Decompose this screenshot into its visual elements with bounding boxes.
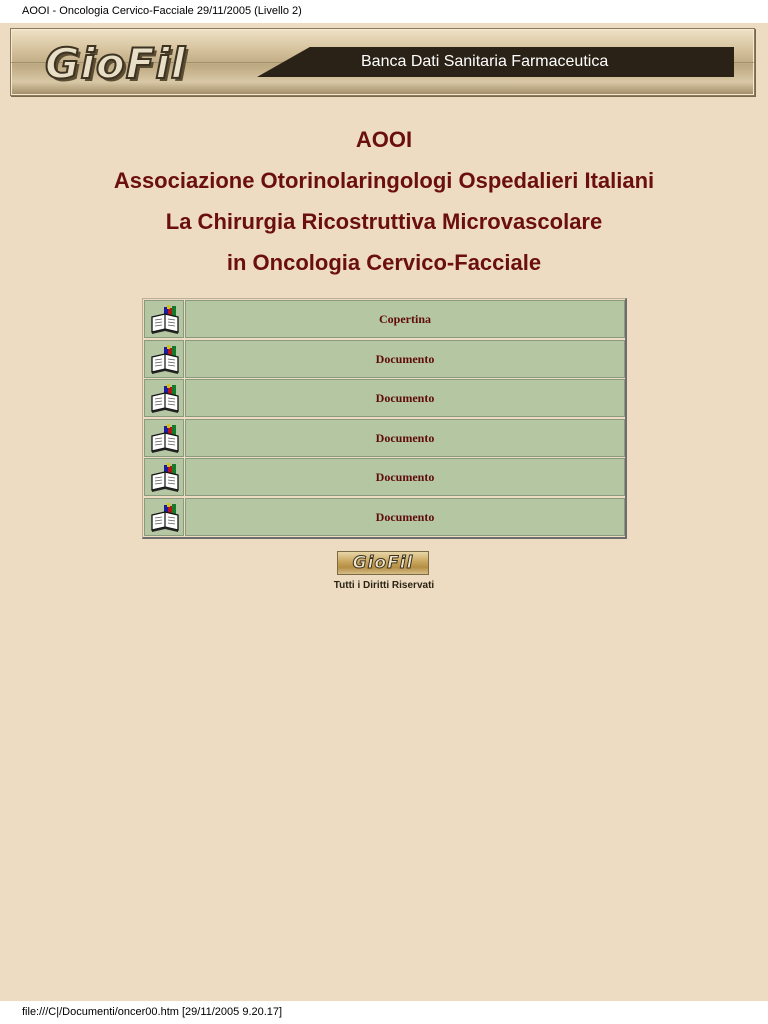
menu-row [144,419,625,457]
giofil-logo: GioFil [45,39,187,88]
page [0,23,768,1001]
giofil-footer-logo[interactable]: GioFil [337,551,429,575]
title-acronym: AOOI [355,127,413,152]
print-footer-text: file:///C|/Documenti/oncer00.htm [29/11/2005 9.20.17] [22,1006,283,1018]
menu-icon-cell[interactable] [144,419,184,457]
banner-subtitle: Banca Dati Sanitaria Farmaceutica [361,53,609,70]
title-association: Associazione Otorinolaringologi Ospedalieri Italiani [113,168,655,193]
menu-link-copertina[interactable]: Copertina [185,300,625,338]
menu-icon-cell[interactable] [144,300,184,338]
menu-row [144,458,625,496]
menu-icon-cell[interactable] [144,458,184,496]
giofil-banner[interactable] [10,28,755,96]
menu-link-documento[interactable]: Documento [185,419,625,457]
book-icon [150,345,180,375]
menu-icon-cell[interactable] [144,340,184,378]
book-icon [150,424,180,454]
rights-notice: Tutti i Diritti Riservati [333,580,435,591]
menu-row [144,498,625,536]
print-header [0,0,768,23]
title-topic-line-2: in Oncologia Cervico-Facciale [226,250,542,275]
document-menu [142,298,627,539]
page-titles [0,119,768,283]
menu-link-documento[interactable]: Documento [185,498,625,536]
menu-row [144,379,625,417]
print-header-text: AOOI - Oncologia Cervico-Facciale 29/11/2005 (Livello 2) [22,5,302,17]
book-icon [150,463,180,493]
menu-icon-cell[interactable] [144,498,184,536]
title-topic-line-1: La Chirurgia Ricostruttiva Microvascolare [165,209,603,234]
menu-row [144,340,625,378]
menu-row [144,300,625,338]
book-icon [150,503,180,533]
menu-link-documento[interactable]: Documento [185,458,625,496]
menu-icon-cell[interactable] [144,379,184,417]
menu-link-documento[interactable]: Documento [185,340,625,378]
book-icon [150,305,180,335]
print-footer [0,1001,768,1024]
menu-link-documento[interactable]: Documento [185,379,625,417]
book-icon [150,384,180,414]
